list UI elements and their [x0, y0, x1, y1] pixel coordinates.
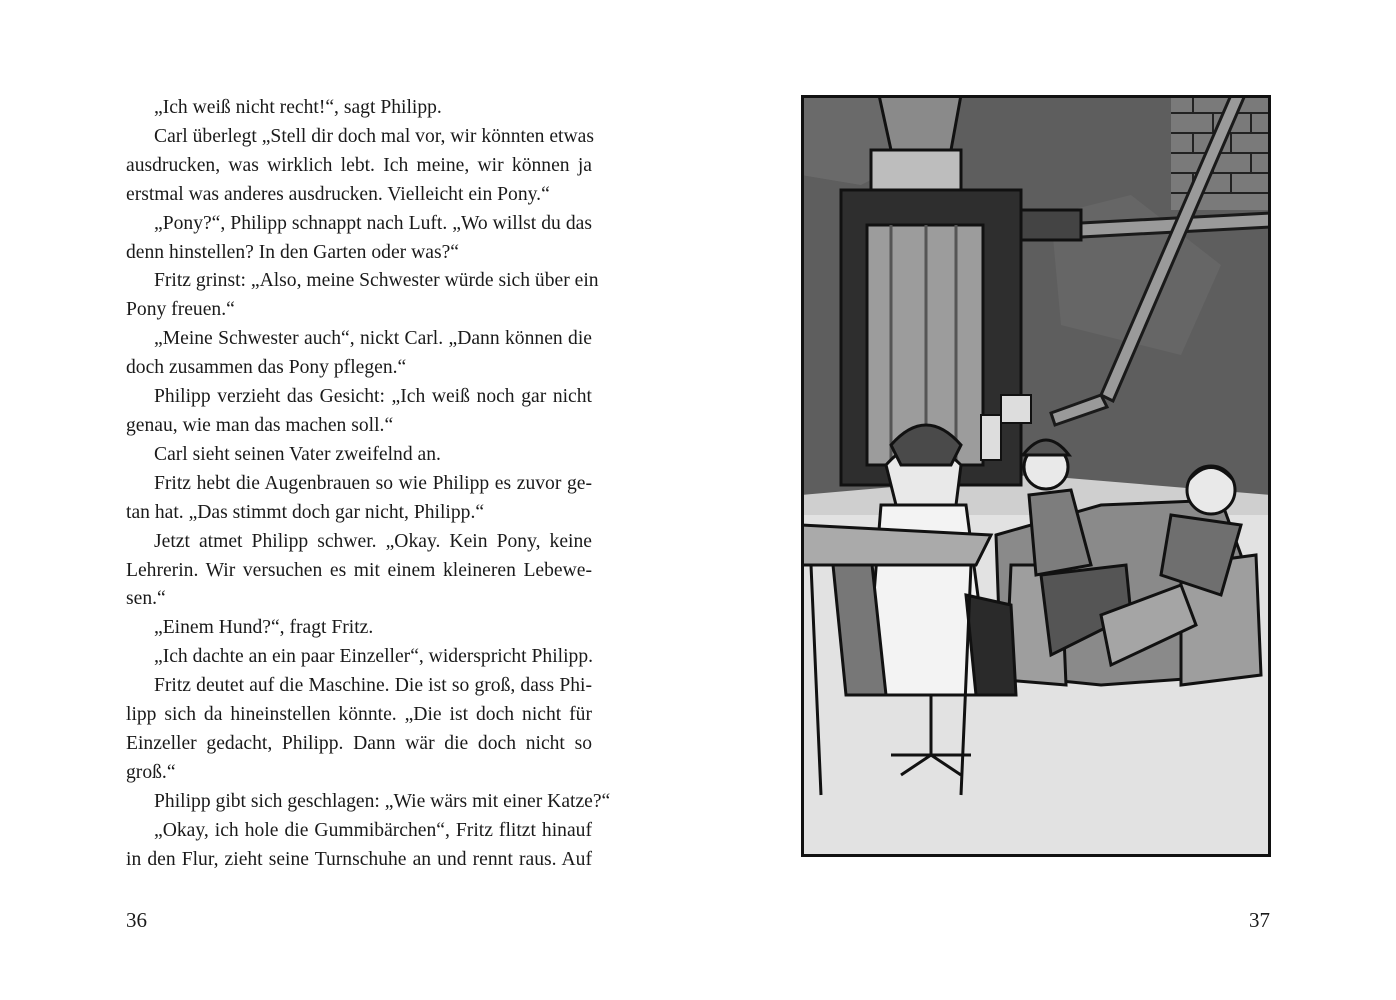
body-text — [126, 94, 611, 874]
text-line: tan hat. „Das stimmt doch gar nicht, Philipp.“ — [126, 501, 485, 523]
text-line: Carl sieht seinen Vater zweifelnd an. — [154, 443, 441, 465]
text-line: Fritz grinst: „Also, meine Schwester würde sich über ein — [154, 270, 599, 292]
text-line: groß.“ — [126, 761, 176, 783]
text-line: Jetzt atmet Philipp schwer. „Okay. Kein Pony, keine — [154, 530, 592, 552]
page-number-right: 37 — [1249, 908, 1270, 932]
text-line: lipp sich da hineinstellen könnte. „Die ist doch nicht für — [126, 704, 592, 726]
text-line: Philipp gibt sich geschlagen: „Wie wärs mit einer Katze?“ — [154, 790, 611, 812]
text-line: Fritz deutet auf die Maschine. Die ist so groß, dass Phi- — [154, 675, 592, 697]
page-number-left: 36 — [126, 908, 147, 932]
text-line: ausdrucken, was wirklich lebt. Ich meine, wir können ja — [126, 154, 592, 176]
text-line: „Einem Hund?“, fragt Fritz. — [154, 617, 374, 639]
text-line: „Pony?“, Philipp schnappt nach Luft. „Wo willst du das — [154, 212, 592, 234]
text-line: in den Flur, zieht seine Turnschuhe an und rennt raus. Auf — [126, 848, 592, 870]
text-line: Carl überlegt „Stell dir doch mal vor, wir könnten etwas — [154, 125, 594, 147]
text-line: Lehrerin. Wir versuchen es mit einem kleineren Lebewe- — [126, 559, 592, 581]
text-line: genau, wie man das machen soll.“ — [126, 414, 394, 436]
text-line: denn hinstellen? In den Garten oder was?“ — [126, 241, 459, 263]
text-line: „Okay, ich hole die Gummibärchen“, Fritz flitzt hinauf — [154, 819, 592, 841]
text-line: Fritz hebt die Augenbrauen so wie Philipp es zuvor ge- — [154, 472, 592, 494]
text-line: Philipp verzieht das Gesicht: „Ich weiß noch gar nicht — [154, 386, 592, 408]
text-line: „Ich weiß nicht recht!“, sagt Philipp. — [154, 97, 442, 118]
text-line: „Ich dachte an ein paar Einzeller“, widerspricht Philipp. — [154, 646, 594, 668]
text-line: Einzeller gedacht, Philipp. Dann wär die doch nicht so — [126, 732, 592, 754]
basement-lab-illustration-icon — [801, 95, 1271, 857]
text-line: erstmal was anderes ausdrucken. Vielleicht ein Pony.“ — [126, 183, 550, 205]
text-line: „Meine Schwester auch“, nickt Carl. „Dann können die — [154, 328, 592, 350]
text-line: Pony freuen.“ — [126, 299, 235, 321]
text-line: sen.“ — [126, 588, 166, 610]
right-page — [698, 0, 1396, 1000]
text-line: doch zusammen das Pony pflegen.“ — [126, 357, 407, 379]
